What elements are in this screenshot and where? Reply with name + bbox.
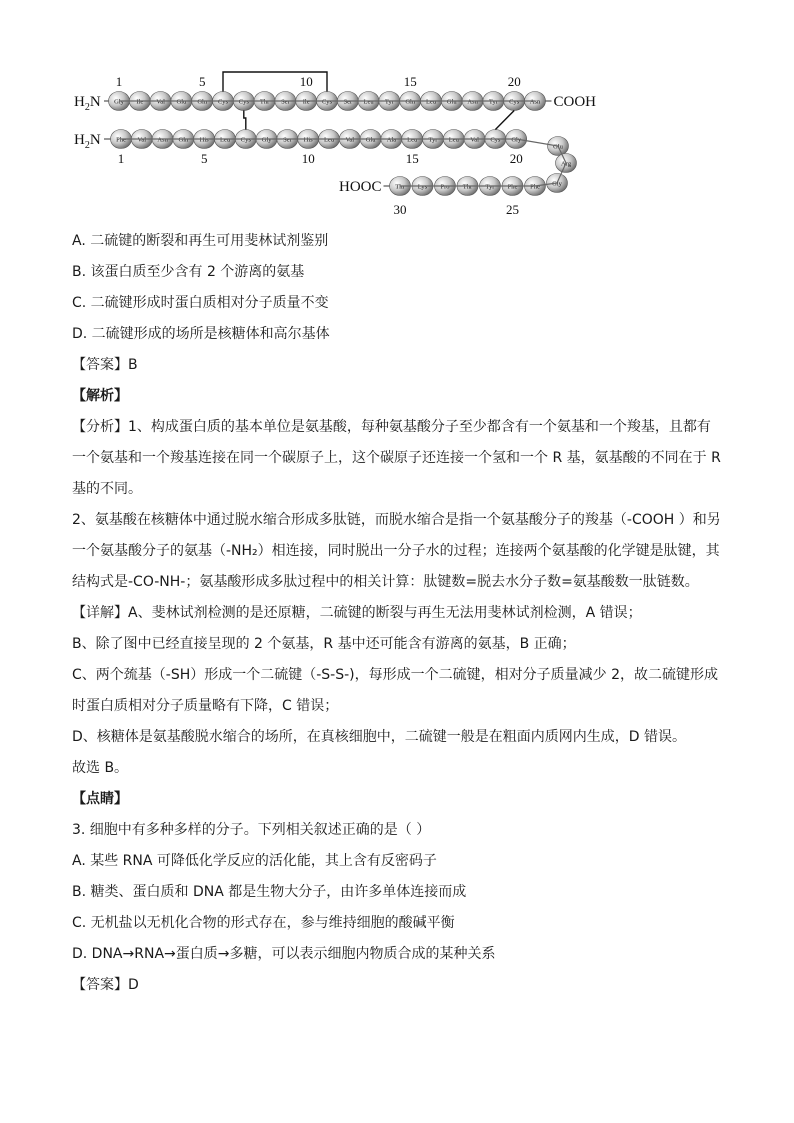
svg-text:Cys: Cys: [217, 98, 229, 106]
svg-text:Lys: Lys: [417, 183, 428, 191]
svg-text:Leu: Leu: [323, 136, 335, 144]
svg-text:Thr: Thr: [395, 183, 405, 191]
disulfide-a7-b7: [244, 111, 246, 130]
chain-b-c-terminus: HOOC: [338, 179, 382, 195]
detail-a: 【详解】A、斐林试剂检测的是还原糖，二硫键的断裂与再生无法用斐林试剂检测，A 错误；: [72, 605, 642, 621]
svg-text:Leu: Leu: [425, 98, 437, 106]
detail-d: D、核糖体是氨基酸脱水缩合的场所，在真核细胞中，二硫键一般是在粗面内质网内生成，D 错误。: [72, 729, 687, 745]
answer: 【答案】B: [72, 357, 138, 373]
svg-text:Tyr: Tyr: [428, 136, 438, 144]
svg-text:Arg: Arg: [561, 160, 571, 168]
q3-option-d: D. DNA→RNA→蛋白质→多糖，可以表示细胞内物质合成的某种关系: [72, 946, 496, 962]
svg-text:Cys: Cys: [240, 136, 251, 144]
svg-text:Val: Val: [470, 136, 479, 144]
q3-option-c: C. 无机盐以无机化合物的形式存在，参与维持细胞的酸碱平衡: [72, 915, 455, 931]
svg-text:His: His: [303, 136, 313, 144]
svg-text:Ser: Ser: [281, 98, 290, 106]
disulfide-a20-b19: [495, 111, 514, 130]
question-2-options: [72, 226, 722, 1001]
svg-text:Cys: Cys: [238, 98, 249, 106]
svg-text:Asn: Asn: [467, 98, 478, 106]
svg-text:Leu: Leu: [219, 136, 231, 144]
chain-a-number-1: 1: [115, 74, 123, 89]
chain-b-number-5: 5: [200, 151, 208, 166]
svg-text:Cys: Cys: [509, 98, 520, 106]
option-c: C. 二硫键形成时蛋白质相对分子质量不变: [72, 295, 329, 311]
svg-text:Cys: Cys: [321, 98, 333, 106]
svg-text:Glu: Glu: [176, 98, 187, 106]
chain-b-number-20: 20: [509, 151, 523, 166]
conclusion: 故选 B。: [72, 760, 129, 776]
question-3-stem: 3. 细胞中有多种多样的分子。下列相关叙述正确的是（ ）: [72, 822, 431, 838]
svg-text:Gln: Gln: [178, 136, 189, 144]
svg-text:Tyr: Tyr: [485, 183, 495, 191]
insulin-structure-figure: [70, 70, 650, 230]
svg-text:Asn: Asn: [157, 136, 168, 144]
svg-text:Gln: Gln: [405, 98, 416, 106]
analysis-paragraph-2: 2、氨基酸在核糖体中通过脱水缩合形成多肽链，而脱水缩合是指一个氨基酸分子的羧基（-COOH ）和另一个氨基酸分子的氨基（-NH₂）相连接，同时脱出一分子水的过程；连接两个氨基酸的化学键是肽键，其结构式是-CO-NH-；氨基酸形成多肽过程中的相关计算：肽键数=脱去水分子数=氨基酸数一肽链数。: [72, 512, 721, 590]
svg-text:Leu: Leu: [363, 98, 374, 106]
svg-text:Phe: Phe: [530, 183, 540, 191]
svg-text:Val: Val: [137, 136, 147, 144]
svg-text:Ile: Ile: [136, 98, 144, 106]
svg-text:Ser: Ser: [283, 136, 292, 144]
svg-text:Gly: Gly: [552, 180, 562, 188]
comment-title: 【点睛】: [72, 791, 128, 807]
analysis-title: 【解析】: [72, 388, 128, 404]
chain-a-number-10: 10: [299, 74, 313, 89]
chain-a-number-15: 15: [403, 74, 417, 89]
svg-text:Val: Val: [156, 98, 165, 106]
svg-text:Gly: Gly: [114, 98, 124, 106]
chain-b-number-30: 30: [393, 202, 407, 217]
chain-b-number-10: 10: [301, 151, 315, 166]
chain-a-n-terminus: $H_2N$: [74, 94, 101, 113]
q3-answer: 【答案】D: [72, 977, 139, 993]
svg-text:Tyr: Tyr: [384, 98, 394, 106]
svg-text:Leu: Leu: [448, 136, 459, 144]
svg-text:Glu: Glu: [553, 143, 563, 151]
detail-c: C、两个巯基（-SH）形成一个二硫键（-S-S-)，每形成一个二硫键，相对分子质量减少 2，故二硫键形成时蛋白质相对分子质量略有下降，C 错误；: [72, 667, 718, 714]
svg-text:Leu: Leu: [407, 136, 418, 144]
svg-text:His: His: [199, 136, 209, 144]
svg-text:Ala: Ala: [386, 136, 397, 144]
chain-a-number-5: 5: [198, 74, 206, 89]
svg-text:Ser: Ser: [343, 98, 353, 106]
svg-text:Thr: Thr: [259, 98, 270, 106]
svg-text:Gly: Gly: [511, 136, 522, 144]
chain-b-number-1: 1: [117, 151, 125, 166]
analysis-paragraph-1: 【分析】1、构成蛋白质的基本单位是氨基酸，每种氨基酸分子至少都含有一个氨基和一个羧基，且都有一个氨基和一个羧基连接在同一个碳原子上，这个碳原子还连接一个氢和一个 R 基，氨基酸的不同在于 R 基的不同。: [72, 419, 721, 497]
svg-text:Thr: Thr: [462, 183, 473, 191]
q3-option-b: B. 糖类、蛋白质和 DNA 都是生物大分子，由许多单体连接而成: [72, 884, 467, 900]
svg-text:Tyr: Tyr: [488, 98, 498, 106]
svg-text:Gly: Gly: [261, 136, 272, 144]
q3-option-a: A. 某些 RNA 可降低化学反应的活化能，其上含有反密码子: [72, 853, 437, 869]
svg-text:Ile: Ile: [302, 98, 310, 106]
option-b: B. 该蛋白质至少含有 2 个游离的氨基: [72, 264, 305, 280]
svg-text:Pro: Pro: [440, 183, 450, 191]
svg-text:Phe: Phe: [507, 183, 518, 191]
disulfide-bonds: [119, 72, 566, 186]
svg-text:Asn: Asn: [529, 98, 541, 106]
option-d: D. 二硫键形成的场所是核糖体和高尔基体: [72, 326, 330, 342]
chain-b-number-15: 15: [405, 151, 419, 166]
svg-text:Phe: Phe: [116, 136, 126, 144]
svg-text:Val: Val: [345, 136, 355, 144]
chain-a-c-terminus: COOH: [553, 94, 597, 110]
chain-a-number-20: 20: [507, 74, 521, 89]
chain-b-number-25: 25: [506, 202, 519, 217]
svg-text:Cys: Cys: [490, 136, 501, 144]
svg-text:Glu: Glu: [446, 98, 457, 106]
svg-text:Glu: Glu: [365, 136, 376, 144]
option-a: A. 二硫键的断裂和再生可用斐林试剂鉴别: [72, 233, 329, 249]
detail-b: B、除了图中已经直接呈现的 2 个氨基，R 基中还可能含有游离的氨基，B 正确；: [72, 636, 576, 652]
chain-b-n-terminus: $H_2N$: [74, 132, 101, 151]
svg-text:Gln: Gln: [197, 98, 208, 106]
